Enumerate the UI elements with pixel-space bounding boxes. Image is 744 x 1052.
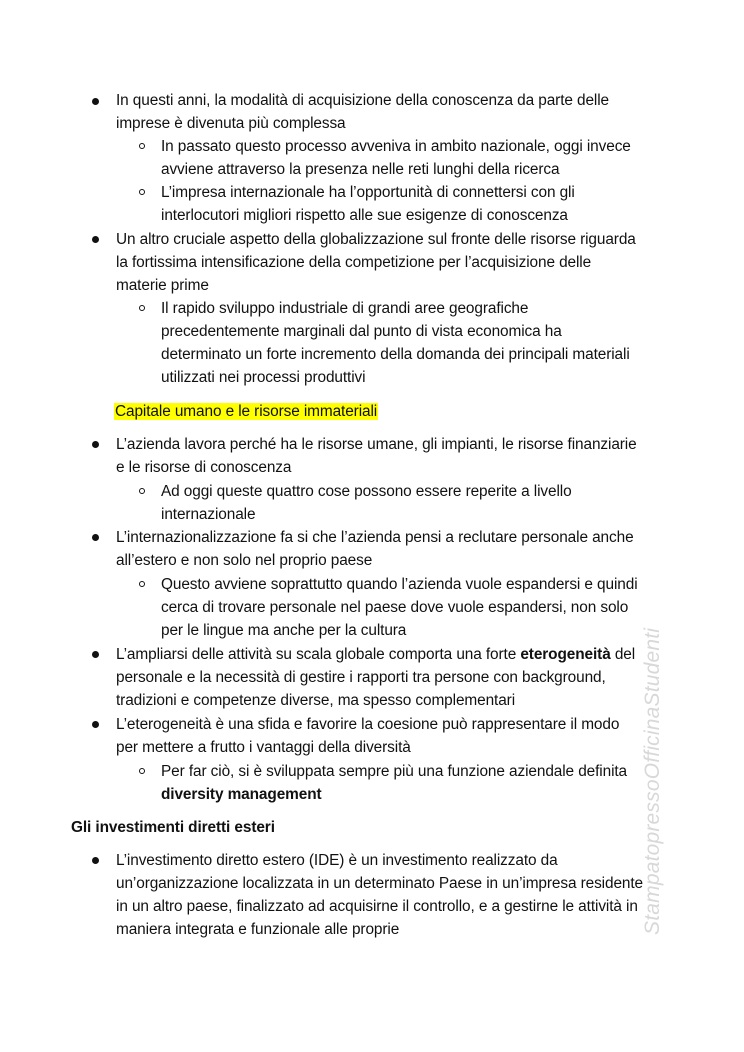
text-line: maniera integrata e funzionale alle proprie bbox=[116, 921, 400, 938]
text-line: per mettere a frutto i vantaggi della diversità bbox=[116, 739, 411, 756]
text-line: determinato un forte incremento della domanda dei principali materiali bbox=[161, 346, 630, 363]
text-line: imprese è divenuta più complessa bbox=[116, 115, 346, 132]
text-line: utilizzati nei processi produttivi bbox=[161, 369, 366, 386]
bullet-icon bbox=[92, 857, 99, 864]
text-segment: del bbox=[610, 646, 636, 663]
highlighted-heading: Capitale umano e le risorse immateriali bbox=[115, 403, 378, 420]
text-line: L’eterogeneità è una sfida e favorire la coesione può rappresentare il modo bbox=[116, 716, 620, 733]
sub-bullet-icon bbox=[139, 305, 145, 311]
text-segment: L’ampliarsi delle attività su scala globale comporta una forte bbox=[116, 646, 521, 663]
bullet-icon bbox=[92, 98, 99, 105]
text-line: personale e la necessità di gestire i rapporti tra persone con background, bbox=[116, 669, 606, 686]
text-line: L’azienda lavora perché ha le risorse umane, gli impianti, le risorse finanziarie bbox=[116, 436, 637, 453]
text-line: avviene attraverso la presenza nelle reti lunghi della ricerca bbox=[161, 161, 560, 178]
text-line: precedentemente marginali dal punto di vista economica ha bbox=[161, 323, 562, 340]
text-line: interlocutori migliori rispetto alle sue esigenze di conoscenza bbox=[161, 207, 568, 224]
sub-bullet-icon bbox=[139, 581, 145, 587]
text-line: Un altro cruciale aspetto della globalizzazione sul fronte delle risorse riguarda bbox=[116, 231, 636, 248]
text-line: e le risorse di conoscenza bbox=[116, 459, 292, 476]
text-line: In questi anni, la modalità di acquisizione della conoscenza da parte delle bbox=[116, 92, 610, 109]
text-line: Per far ciò, si è sviluppata sempre più una funzione aziendale definita bbox=[161, 763, 628, 780]
text-line: materie prime bbox=[116, 277, 209, 294]
text-line: cerca di trovare personale nel paese dove vuole espandersi, non solo bbox=[161, 599, 629, 616]
bullet-icon bbox=[92, 534, 99, 541]
sub-bullet-icon bbox=[139, 488, 145, 494]
watermark: StampatopressoOfficinaStudenti bbox=[641, 627, 664, 935]
text-line: per le lingue ma anche per la cultura bbox=[161, 622, 407, 639]
sub-bullet-icon bbox=[139, 143, 145, 149]
text-line: L’internazionalizzazione fa si che l’azienda pensi a reclutare personale anche bbox=[116, 529, 634, 546]
text-line: L’investimento diretto estero (IDE) è un investimento realizzato da bbox=[116, 852, 558, 869]
text-line: un’organizzazione localizzata in un determinato Paese in un’impresa residente bbox=[116, 875, 644, 892]
text-line: Questo avviene soprattutto quando l’azienda vuole espandersi e quindi bbox=[161, 576, 638, 593]
section-heading: Gli investimenti diretti esteri bbox=[71, 819, 275, 836]
sub-bullet-icon bbox=[139, 189, 145, 195]
section-heading bbox=[114, 400, 378, 423]
text-line bbox=[116, 643, 635, 666]
bold-term: diversity management bbox=[161, 786, 322, 803]
bold-term: eterogeneità bbox=[520, 646, 611, 663]
text-line: In passato questo processo avveniva in ambito nazionale, oggi invece bbox=[161, 138, 631, 155]
text-line: all’estero e non solo nel proprio paese bbox=[116, 552, 373, 569]
text-line: Il rapido sviluppo industriale di grandi aree geografiche bbox=[161, 300, 529, 317]
text-line: tradizioni e competenze diverse, ma spesso complementari bbox=[116, 692, 516, 709]
text-line: in un altro paese, finalizzato ad acquisirne il controllo, e a gestirne le attività in bbox=[116, 898, 638, 915]
bullet-icon bbox=[92, 236, 99, 243]
text-line: internazionale bbox=[161, 506, 256, 523]
text-line: Ad oggi queste quattro cose possono essere reperite a livello bbox=[161, 483, 572, 500]
bullet-icon bbox=[92, 441, 99, 448]
bullet-icon bbox=[92, 721, 99, 728]
text-line: la fortissima intensificazione della competizione per l’acquisizione delle bbox=[116, 254, 592, 271]
sub-bullet-icon bbox=[139, 768, 145, 774]
text-line: L’impresa internazionale ha l’opportunità di connettersi con gli bbox=[161, 184, 575, 201]
bullet-icon bbox=[92, 651, 99, 658]
